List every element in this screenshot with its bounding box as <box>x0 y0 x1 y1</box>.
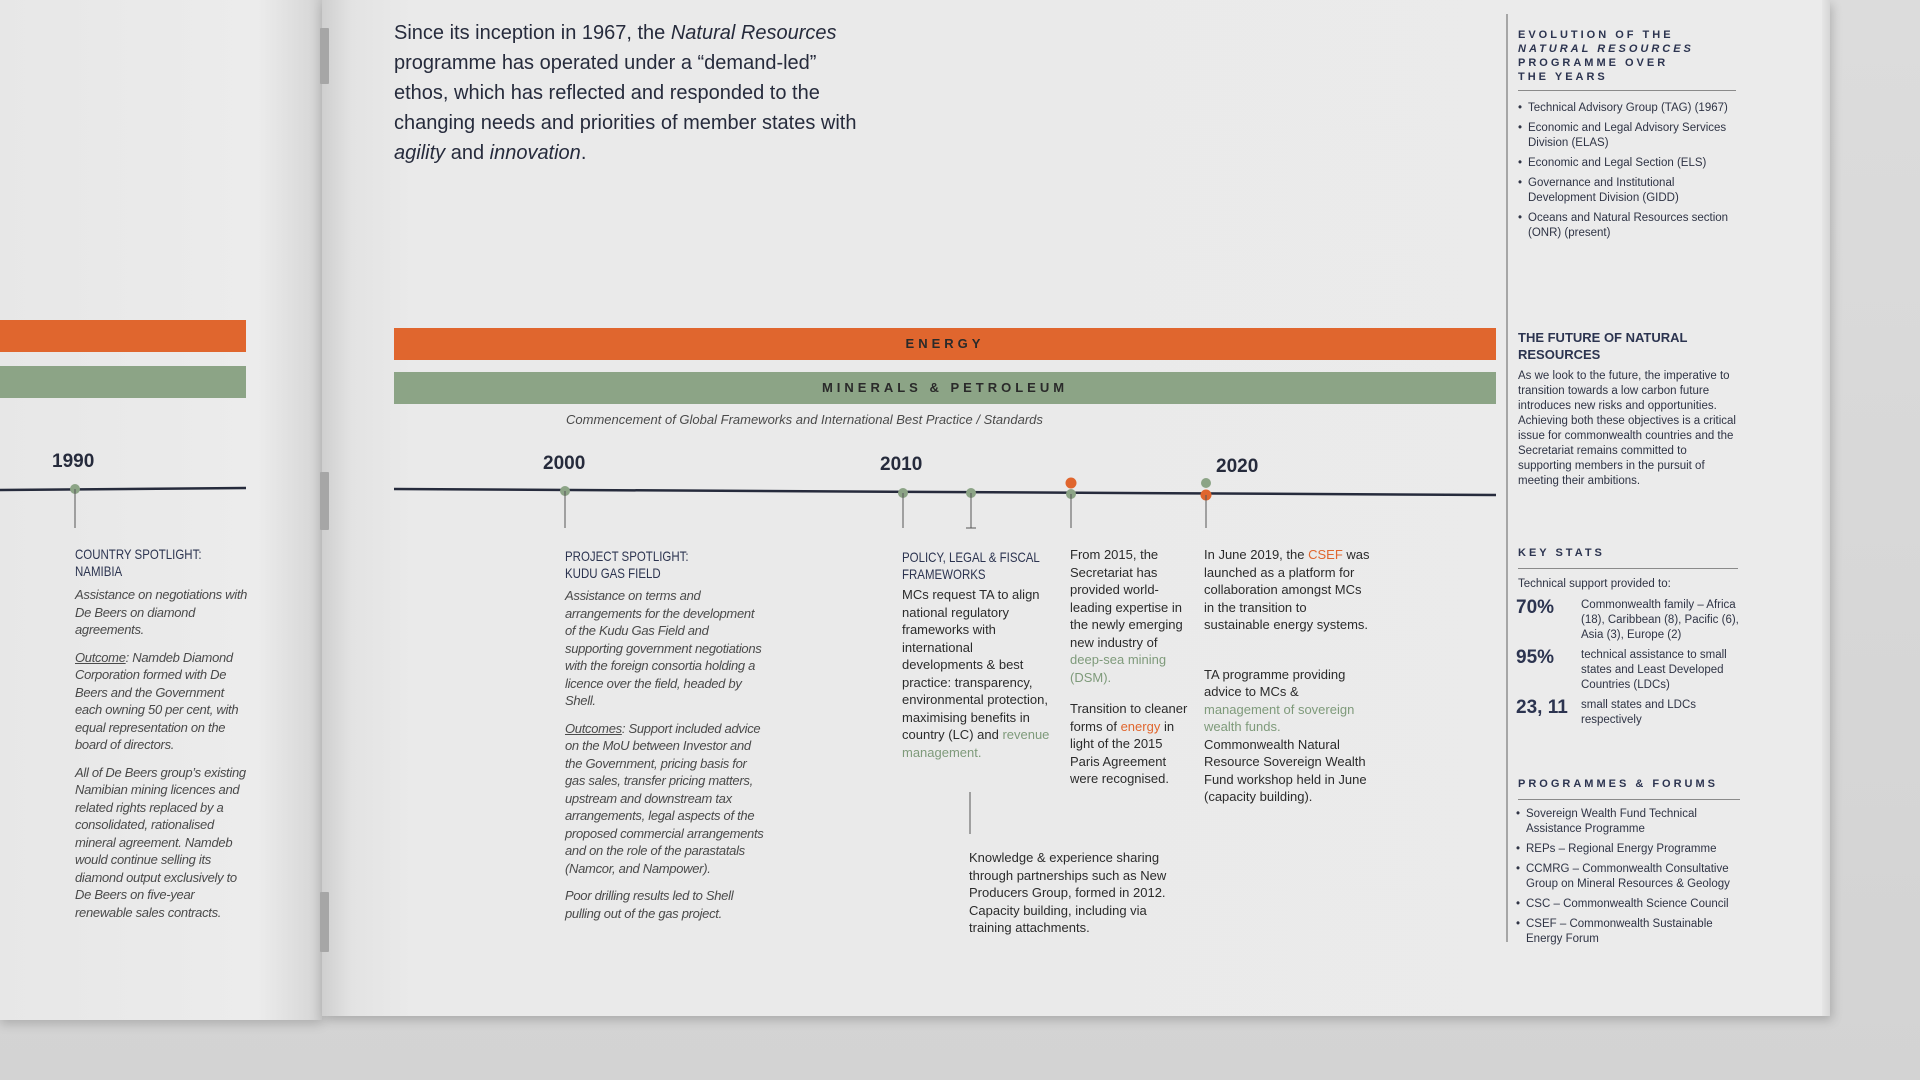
intro-innovation: innovation <box>489 142 581 164</box>
kudu-title-line2: KUDU GAS FIELD <box>565 565 661 581</box>
list-item: • REPs – Regional Energy Programme <box>1516 842 1740 857</box>
left-page <box>0 0 322 1020</box>
stats-heading: KEY STATS <box>1518 547 1605 559</box>
namibia-body <box>75 586 250 931</box>
policy-body-text: MCs request TA to align national regulatory frameworks with international developments & best practice: transparency, environmental protection, maximising benefits in country (LC) and <box>902 587 1048 742</box>
kudu-body <box>565 587 765 932</box>
evolution-heading-line3: PROGRAMME OVER <box>1518 57 1669 69</box>
evolution-heading-line2 <box>1518 42 1708 56</box>
namibia-p1: Assistance on negotiations with De Beers on diamond agreements. <box>75 587 248 637</box>
june2019-swf: management of sovereign wealth funds. <box>1204 701 1355 734</box>
programmes-list <box>1516 807 1740 952</box>
namibia-p3: All of De Beers group’s existing Namibian mining licences and related rights replaced by a consolidated, rationalised mineral agreement. Namdeb would continue selling its diamond output exclusively to De Beers on five-year renewable sales contracts. <box>75 764 246 920</box>
year-1990: 1990 <box>52 451 95 472</box>
from2015-p2-a: Transition to cleaner forms of <box>1070 701 1188 734</box>
stat-value: 23, 11 <box>1516 697 1568 718</box>
intro-paragraph <box>394 18 874 168</box>
evolution-heading <box>1518 28 1708 84</box>
list-item: • Sovereign Wealth Fund Technical Assistance Programme <box>1516 807 1740 837</box>
evolution-list <box>1518 101 1736 246</box>
kudu-outcomes-label: Outcomes <box>565 720 622 736</box>
stats-intro: Technical support provided to: <box>1518 578 1671 590</box>
policy-title-line1: POLICY, LEGAL & FISCAL <box>902 549 1040 565</box>
namibia-title <box>75 546 202 580</box>
from2015-p1-text: From 2015, the Secretariat has provided world-leading expertise in the newly emerging new industry of <box>1070 547 1183 650</box>
marker-2019-top <box>1201 478 1211 488</box>
marker-2015-top <box>1066 478 1077 489</box>
from2015-p1 <box>1070 546 1188 686</box>
from2015-energy: energy <box>1120 718 1161 734</box>
energy-band: ENERGY <box>394 328 1496 360</box>
policy-highlight: revenue management. <box>902 727 1050 760</box>
programmes-heading: PROGRAMMES & FORUMS <box>1518 778 1718 790</box>
intro-agility: agility <box>394 142 446 164</box>
june2019-body <box>1204 546 1374 820</box>
future-title: THE FUTURE OF NATURAL RESOURCES <box>1518 330 1688 362</box>
june2019-p1-a: In June 2019, the <box>1204 547 1309 562</box>
knowledge-body: Knowledge & experience sharing through partnerships such as New Producers Group, formed in 2012. Capacity building, including via training attachments. <box>969 850 1167 935</box>
namibia-p2 <box>75 649 250 754</box>
future-body: As we look to the future, the imperative to transition towards a low carbon future introduces new risks and opportunities. Achieving both these objectives is a critical issue for commonwealth countries and the Secretariat remains committed to supporting members in the pursuit of meeting their ambitions. <box>1518 370 1736 487</box>
year-2020: 2020 <box>1216 456 1259 477</box>
from2015-p2-b: in light of the 2015 Paris Agreement were recognised. <box>1070 718 1175 786</box>
list-item: • CSC – Commonwealth Science Council <box>1516 897 1740 912</box>
namibia-title-line2: NAMIBIA <box>75 563 123 579</box>
bands-caption: Commencement of Global Frameworks and International Best Practice / Standards <box>566 412 1043 427</box>
stat-label: small states and LDCs respectively <box>1581 699 1697 726</box>
policy-body <box>902 586 1050 761</box>
kudu-title-line1: PROJECT SPOTLIGHT: <box>565 548 689 564</box>
june2019-p2 <box>1204 666 1374 806</box>
intro-natural: Natural <box>670 22 736 44</box>
sidebar-divider <box>1506 14 1508 942</box>
page-edge <box>1822 0 1830 1016</box>
evolution-heading-line1: EVOLUTION OF THE <box>1518 29 1674 41</box>
june2019-p2-a: TA programme providing advice to MCs & <box>1204 666 1346 699</box>
kudu-p2 <box>565 720 765 878</box>
list-item: • Economic and Legal Section (ELS) <box>1518 156 1736 171</box>
intro-period: . <box>580 142 587 164</box>
programmes-rule <box>1518 799 1740 800</box>
year-2000: 2000 <box>543 453 586 474</box>
left-energy-band <box>0 320 246 352</box>
evolution-heading-natural-resources: NATURAL RESOURCES <box>1518 43 1694 55</box>
june2019-p2-b: Commonwealth Natural Resource Sovereign Wealth Fund workshop held in June (capacity building). <box>1204 736 1367 804</box>
timeline-axis <box>394 489 1496 495</box>
june2019-p1-b: was launched as a platform for collaboration amongst MCs in the transition to sustainable energy systems. <box>1204 547 1370 632</box>
intro-part2: programme has operated under a “demand-led” ethos, which has reflected and responded to the changing needs and priorities of member states with <box>394 52 857 134</box>
left-timeline-axis <box>0 488 246 490</box>
staple-top <box>320 28 329 84</box>
namibia-outcome-label: Outcome <box>75 649 126 665</box>
from2015-p2 <box>1070 700 1188 788</box>
list-item: • CSEF – Commonwealth Sustainable Energy Forum <box>1516 917 1740 947</box>
staple-middle <box>320 472 329 530</box>
june2019-csef: CSEF <box>1308 547 1343 562</box>
left-minerals-band <box>0 366 246 398</box>
list-item: • Economic and Legal Advisory Services Division (ELAS) <box>1518 121 1736 151</box>
year-2010: 2010 <box>880 454 923 475</box>
list-item: • Oceans and Natural Resources section (ONR) (present) <box>1518 211 1736 241</box>
kudu-p3: Poor drilling results led to Shell pulling out of the gas project. <box>565 888 734 921</box>
namibia-outcome-text: : Namdeb Diamond Corporation formed with De Beers and the Government each owning 50 per cent, with equal representation on the board of directors. <box>75 649 239 752</box>
june2019-p1 <box>1204 546 1374 634</box>
policy-title-line2: FRAMEWORKS <box>902 566 986 582</box>
stats-rule <box>1518 568 1738 569</box>
policy-title <box>902 549 1040 583</box>
namibia-title-line1: COUNTRY SPOTLIGHT: <box>75 546 202 562</box>
stat-value: 70% <box>1516 597 1555 618</box>
stat-label: Commonwealth family – Africa (18), Caribbean (8), Pacific (6), Asia (3), Europe (2) <box>1581 599 1739 641</box>
kudu-outcomes-text: : Support included advice on the MoU between Investor and the Government, pricing basis for gas sales, transfer pricing matters, upstream and downstream tax arrangements, legal aspects of the proposed commercial arrangements and on the role of the parastatals (Namcor, and Nampower). <box>565 720 764 876</box>
list-item: • Technical Advisory Group (TAG) (1967) <box>1518 101 1736 116</box>
evolution-heading-line4: THE YEARS <box>1518 71 1608 83</box>
minerals-band: MINERALS & PETROLEUM <box>394 372 1496 404</box>
kudu-title <box>565 548 689 582</box>
list-item: • Governance and Institutional Development Division (GIDD) <box>1518 176 1736 206</box>
from2015-dsm: deep-sea mining (DSM). <box>1070 652 1167 685</box>
stat-value: 95% <box>1516 647 1555 668</box>
evolution-rule <box>1518 90 1736 91</box>
staple-bottom <box>320 892 329 952</box>
intro-resources: Resources <box>740 22 837 44</box>
list-item: • CCMRG – Commonwealth Consultative Group on Mineral Resources & Geology <box>1516 862 1740 892</box>
stat-label: technical assistance to small states and Least Developed Countries (LDCs) <box>1581 649 1727 691</box>
intro-and: and <box>445 142 490 164</box>
kudu-p1: Assistance on terms and arrangements for the development of the Kudu Gas Field and supporting government negotiations with the foreign consortia holding a licence over the field, headed by Shell. <box>565 588 762 708</box>
intro-part1: Since its inception in 1967, the <box>394 22 671 44</box>
from2015-body <box>1070 546 1188 802</box>
